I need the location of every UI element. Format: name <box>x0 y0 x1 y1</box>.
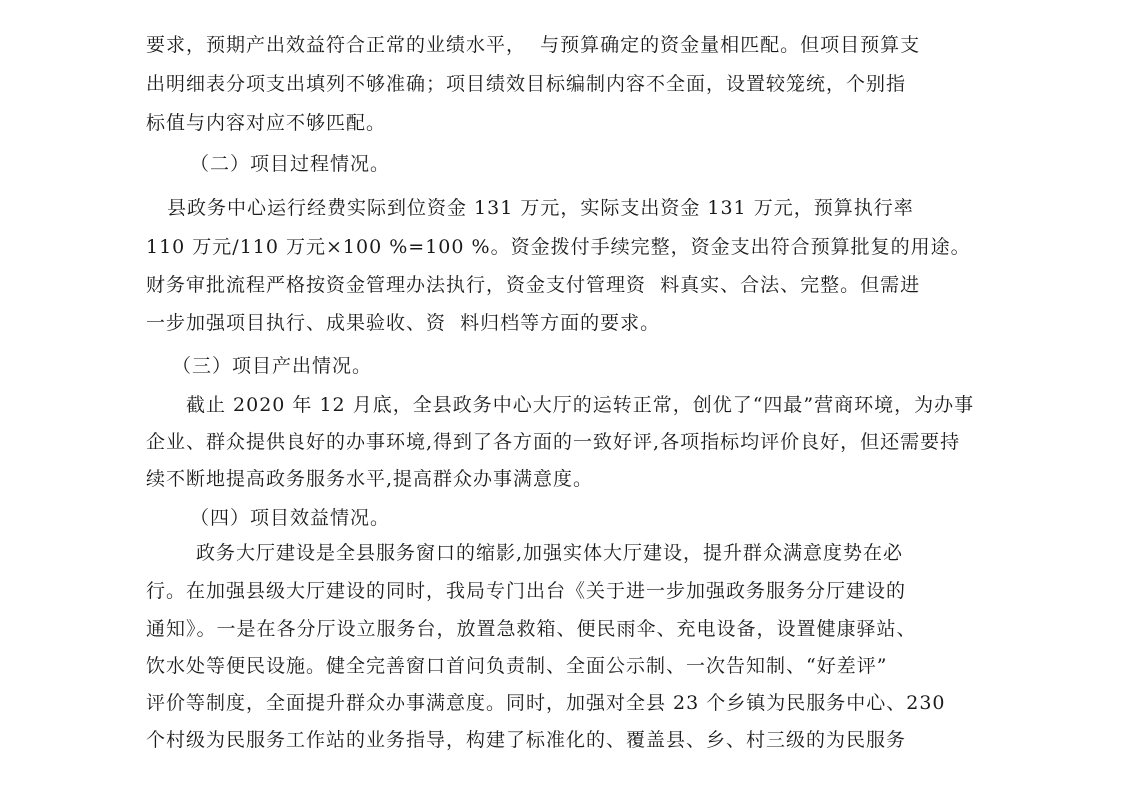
section-heading-process: （二）项目过程情况。 <box>190 153 391 175</box>
section-heading-output: （三）项目产出情况。 <box>172 355 373 377</box>
section-heading-benefit: （四）项目效益情况。 <box>190 507 391 529</box>
paragraph-1-line-2: 出明细表分项支出填列不够准确；项目绩效目标编制内容不全面，设置较笼统，个别指 <box>146 73 907 95</box>
paragraph-4-line-1: 政务大厅建设是全县服务窗口的缩影,加强实体大厅建设，提升群众满意度势在必 <box>196 542 904 564</box>
paragraph-2-line-3: 财务审批流程严格按资金管理办法执行，资金支付管理资 料真实、合法、完整。但需进 <box>146 274 921 296</box>
paragraph-3-line-1: 截止 2020 年 12 月底，全县政务中心大厅的运转正常，创优了“四最”营商环境，为办事 <box>186 394 975 416</box>
paragraph-3-line-3: 续不断地提高政务服务水平,提高群众办事满意度。 <box>146 468 594 490</box>
paragraph-4-line-2: 行。在加强县级大厅建设的同时，我局专门出台《关于进一步加强政务服务分厅建设的 <box>146 580 907 602</box>
paragraph-2-line-4: 一步加强项目执行、成果验收、资 料归档等方面的要求。 <box>146 312 661 334</box>
paragraph-1-line-3: 标值与内容对应不够匹配。 <box>146 112 387 134</box>
paragraph-4-line-3: 通知》。一是在各分厅设立服务台，放置急救箱、便民雨伞、充电设备，设置健康驿站、 <box>146 618 917 640</box>
paragraph-2-line-1: 县政务中心运行经费实际到位资金 131 万元，实际支出资金 131 万元，预算执行率 <box>167 197 914 219</box>
paragraph-4-line-6: 个村级为民服务工作站的业务指导，构建了标准化的、覆盖县、乡、村三级的为民服务 <box>146 729 907 751</box>
paragraph-4-line-4: 饮水处等便民设施。健全完善窗口首问负责制、全面公示制、一次告知制、“好差评” <box>146 655 888 677</box>
paragraph-1-line-1: 要求，预期产出效益符合正常的业绩水平， 与预算确定的资金量相匹配。但项目预算支 <box>146 34 921 56</box>
paragraph-3-line-2: 企业、群众提供良好的办事环境,得到了各方面的一致好评,各项指标均评价良好，但还需要持 <box>146 431 961 453</box>
paragraph-4-line-5: 评价等制度，全面提升群众办事满意度。同时，加强对全县 23 个乡镇为民服务中心、230 <box>146 692 946 714</box>
paragraph-2-line-2: 110 万元/110 万元×100 %=100 %。资金拨付手续完整，资金支出符合预算批复的用途。 <box>146 236 971 258</box>
